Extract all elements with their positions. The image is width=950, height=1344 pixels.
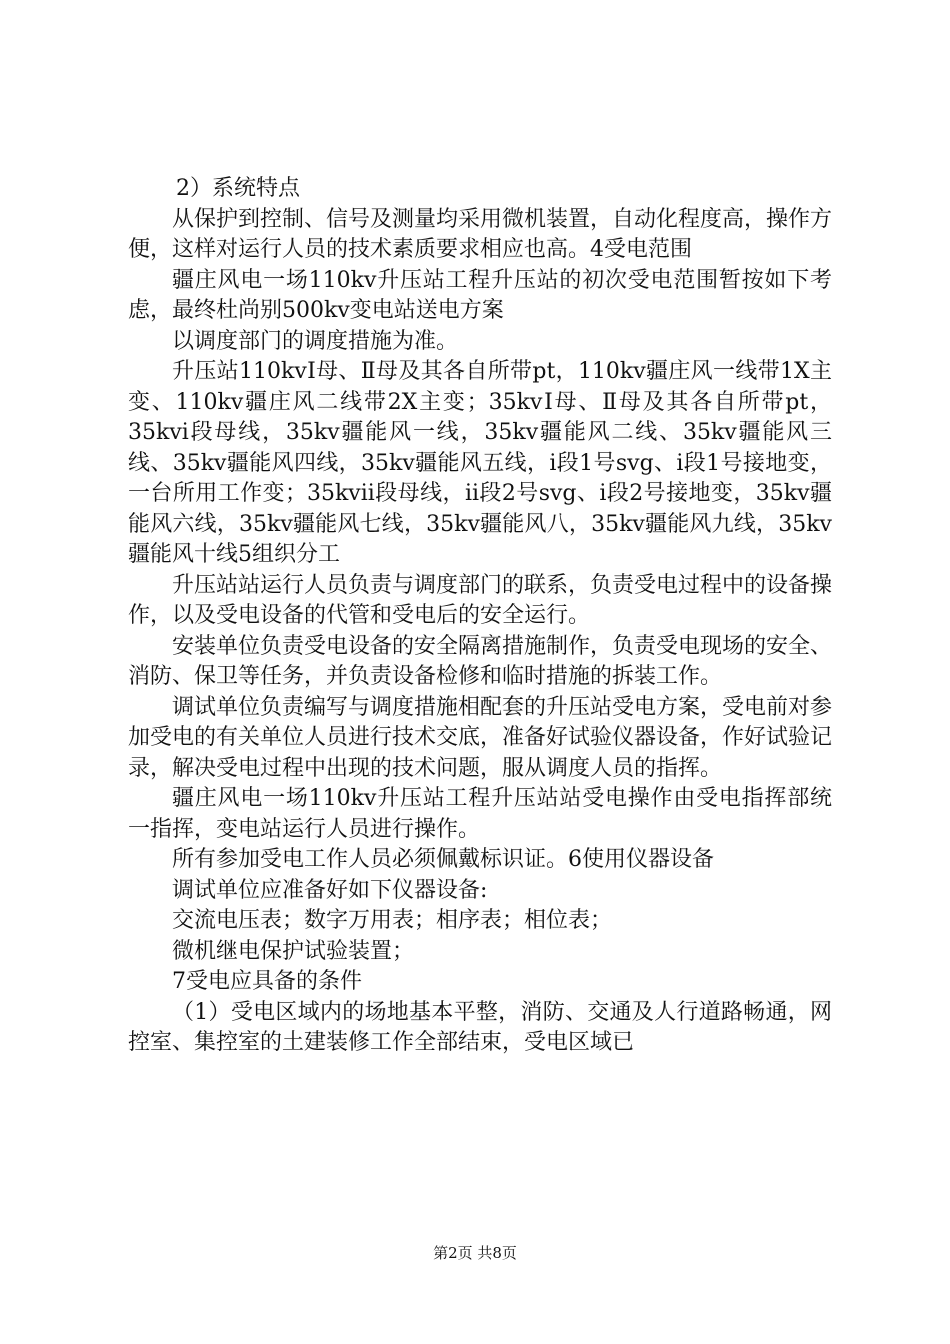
paragraph-operator-duties: 升压站站运行人员负责与调度部门的联系，负责受电过程中的设备操作，以及受电设备的代管和受电后的安全运行。 [128,572,833,628]
paragraph-conditions-heading: 7受电应具备的条件 [172,969,362,994]
paragraph-identification: 所有参加受电工作人员必须佩戴标识证。6使用仪器设备 [172,847,714,872]
paragraph-condition-1: （1）受电区域内的场地基本平整，消防、交通及人行道路畅通，网控室、集控室的土建装修工作全部结束，受电区域已 [128,999,832,1055]
paragraph-instrument-list: 交流电压表；数字万用表；相序表；相位表； [172,908,613,933]
document-body [128,174,832,1059]
paragraph-instrument-intro: 调试单位应准备好如下仪器设备: [172,877,488,903]
paragraph-system-features-heading: 2）系统特点 [176,176,300,201]
paragraph-system-features: 从保护到控制、信号及测量均采用微机装置，自动化程度高，操作方便，这样对运行人员的技术素质要求相应也高。4受电范围 [128,206,833,262]
page-footer: 第2页 共8页 [433,1244,517,1262]
paragraph-equipment-scope: 升压站110kvⅠ母、Ⅱ母及其各自所带pt，110kv疆庄风一线带1X主变、110kv疆庄风二线带2X主变；35kvⅠ母、Ⅱ母及其各自所带pt，35kvi段母线，35kv疆能风一线，35kv疆能风二线、35kv疆能风三线、35kv疆能风四线，35kv疆能风五线，i段1号svg、i段1号接地变，一台所用工作变；35kvii段母线，ii段2号svg、i段2号接地变，35kv疆能风六线，35kv疆能风七线，35kv疆能风八，35kv疆能风九线，35kv疆能风十线5组织分工 [128,359,832,567]
paragraph-power-range: 疆庄风电一场110kv升压站工程升压站的初次受电范围暂按如下考虑，最终杜尚别500kv变电站送电方案 [128,267,832,323]
paragraph-command: 疆庄风电一场110kv升压站工程升压站站受电操作由受电指挥部统一指挥，变电站运行人员进行操作。 [128,786,832,842]
paragraph-relay-tester: 微机继电保护试验装置； [172,938,415,964]
paragraph-commissioning-duties: 调试单位负责编写与调度措施相配套的升压站受电方案，受电前对参加受电的有关单位人员进行技术交底，准备好试验仪器设备，作好试验记录，解决受电过程中出现的技术问题，服从调度人员的指挥。 [128,694,833,781]
paragraph-installer-duties: 安装单位负责受电设备的安全隔离措施制作，负责受电现场的安全、消防、保卫等任务，并负责设备检修和临时措施的拆装工作。 [128,633,833,689]
paragraph-dispatch-measures: 以调度部门的调度措施为准。 [172,328,459,354]
